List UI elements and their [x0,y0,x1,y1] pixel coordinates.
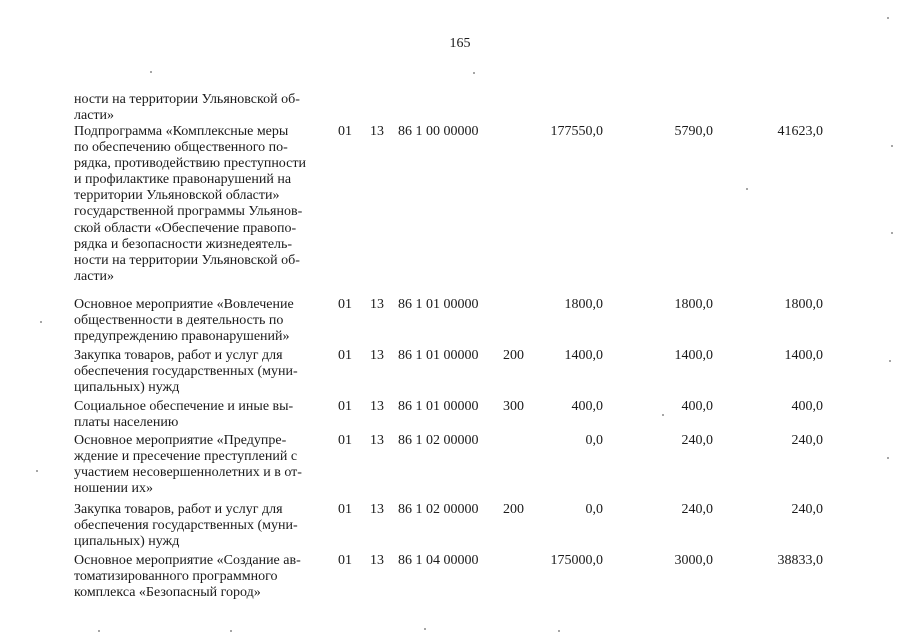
name-line: предупреждению правонарушений» [74,329,290,345]
name-line: ждение и пресечение преступлений с [74,449,298,465]
target-article-code: 86 1 01 00000 [398,399,479,414]
scan-speck [889,360,891,362]
scan-speck [558,630,560,632]
name-line: томатизированного программного [74,569,278,585]
amount-2: 400,0 [681,399,713,414]
section-code: 01 [338,348,352,363]
scan-speck [230,630,232,632]
name-line: ласти» [74,108,115,124]
row-name [74,92,326,124]
name-line: ской области «Обеспечение правопо- [74,220,297,236]
scan-speck [36,470,38,472]
name-line: общественности в деятельность по [74,313,284,329]
amount-2: 3000,0 [674,553,713,568]
row-name [74,553,326,601]
page-number: 165 [449,36,471,51]
amount-2: 240,0 [681,433,713,448]
target-article-code: 86 1 01 00000 [398,348,479,363]
amount-1: 1400,0 [564,348,603,363]
amount-1: 0,0 [585,502,603,517]
amount-3: 240,0 [791,433,823,448]
name-line: обеспечения государственных (муни- [74,364,298,380]
amount-3: 38833,0 [777,553,823,568]
amount-2: 5790,0 [674,124,713,139]
target-article-code: 86 1 02 00000 [398,502,479,517]
section-code: 01 [338,124,352,139]
scan-speck [887,457,889,459]
subsection-code: 13 [370,553,384,568]
name-line: ципальных) нужд [74,380,180,396]
target-article-code: 86 1 00 00000 [398,124,479,139]
name-line: участием несовершеннолетних и в от- [74,465,302,481]
amount-2: 1400,0 [674,348,713,363]
row-name [74,348,326,396]
amount-2: 240,0 [681,502,713,517]
row-name [74,502,326,550]
name-line: ношении их» [74,481,153,497]
amount-1: 1800,0 [564,297,603,312]
name-line: ципальных) нужд [74,534,180,550]
amount-3: 400,0 [791,399,823,414]
scan-speck [98,630,100,632]
target-article-code: 86 1 01 00000 [398,297,479,312]
scan-speck [662,414,664,416]
scan-speck [887,17,889,19]
expense-type-code: 200 [503,348,524,363]
amount-1: 175000,0 [550,553,603,568]
amount-2: 1800,0 [674,297,713,312]
name-line: по обеспечению общественного по- [74,140,288,156]
amount-1: 0,0 [585,433,603,448]
row-name [74,399,326,431]
subsection-code: 13 [370,433,384,448]
name-line: платы населению [74,415,179,431]
section-code: 01 [338,297,352,312]
row-name [74,124,326,285]
name-line: Основное мероприятие «Предупре- [74,433,287,448]
name-line: государственной программы Ульянов- [74,204,303,220]
subsection-code: 13 [370,399,384,414]
amount-1: 400,0 [571,399,603,414]
scan-speck [891,232,893,234]
name-line: Основное мероприятие «Вовлечение [74,297,294,312]
amount-3: 1400,0 [784,348,823,363]
amount-1: 177550,0 [550,124,603,139]
subsection-code: 13 [370,297,384,312]
scan-speck [746,188,748,190]
subsection-code: 13 [370,124,384,139]
scan-speck [150,71,152,73]
scan-speck [40,321,42,323]
name-line: Закупка товаров, работ и услуг для [74,502,283,517]
name-line: Подпрограмма «Комплексные меры [74,124,289,139]
expense-type-code: 200 [503,502,524,517]
name-line: комплекса «Безопасный город» [74,585,261,601]
subsection-code: 13 [370,502,384,517]
row-name [74,297,326,345]
scan-speck [891,145,893,147]
row-name [74,433,326,497]
section-code: 01 [338,399,352,414]
name-line: Закупка товаров, работ и услуг для [74,348,283,363]
name-line: рядка и безопасности жизнедеятель- [74,236,293,252]
scan-speck [424,628,426,630]
name-line: и профилактике правонарушений на [74,172,292,188]
target-article-code: 86 1 02 00000 [398,433,479,448]
expense-type-code: 300 [503,399,524,414]
name-line: ласти» [74,268,115,284]
amount-3: 240,0 [791,502,823,517]
name-line: территории Ульяновской области» [74,188,280,204]
section-code: 01 [338,433,352,448]
amount-3: 41623,0 [777,124,823,139]
section-code: 01 [338,502,352,517]
name-line: ности на территории Ульяновской об- [74,252,300,268]
name-line: Основное мероприятие «Создание ав- [74,553,301,568]
name-line: рядка, противодействию преступности [74,156,306,172]
scan-speck [473,72,475,74]
name-line: Социальное обеспечение и иные вы- [74,399,294,414]
subsection-code: 13 [370,348,384,363]
target-article-code: 86 1 04 00000 [398,553,479,568]
name-line: обеспечения государственных (муни- [74,518,298,534]
name-line: ности на территории Ульяновской об- [74,92,300,107]
amount-3: 1800,0 [784,297,823,312]
section-code: 01 [338,553,352,568]
